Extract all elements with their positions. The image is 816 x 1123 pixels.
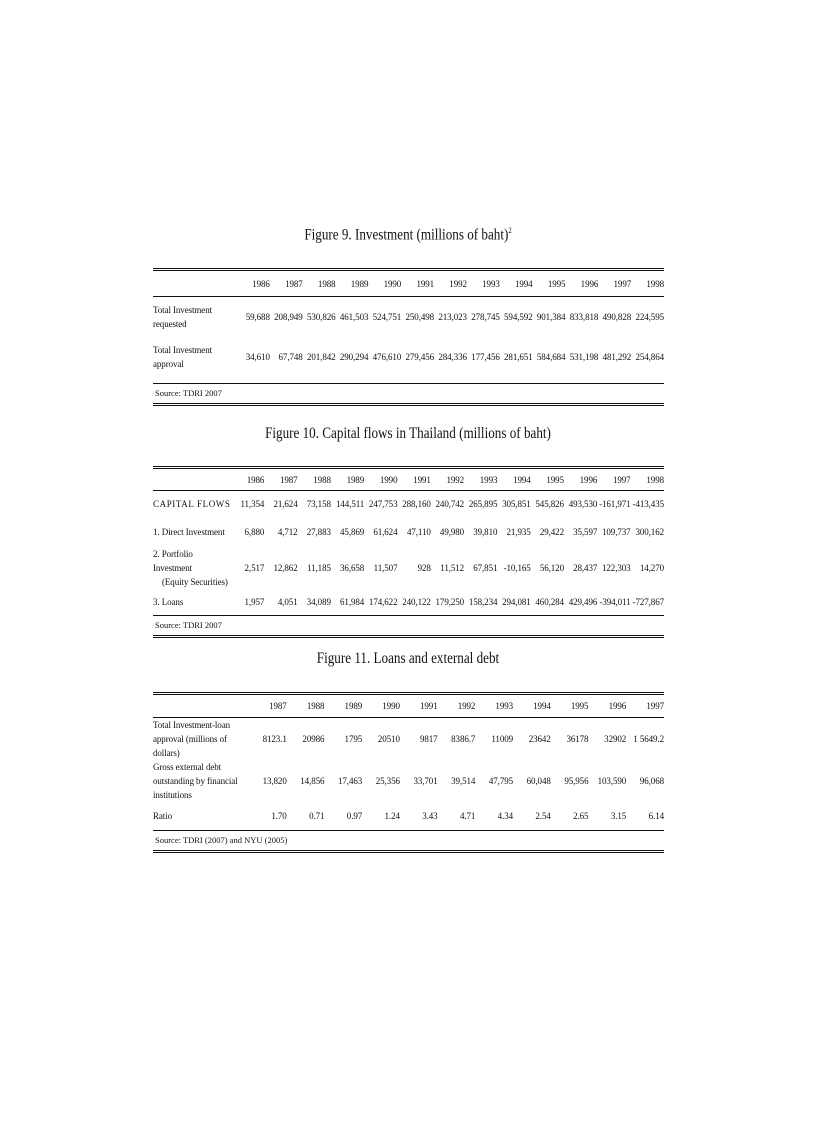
fig10-title-text: Figure 10. Capital flows in Thailand (millions of baht) — [265, 425, 551, 442]
cell: 594,592 — [504, 312, 533, 322]
year-header: 1998 — [646, 278, 664, 289]
cell: 284,336 — [438, 352, 467, 362]
cell: 11,354 — [240, 499, 265, 509]
fig10-header — [153, 469, 664, 490]
cell: 23642 — [528, 734, 551, 744]
cell: 461,503 — [339, 312, 369, 322]
fig11-body — [153, 718, 664, 830]
cell: 11,185 — [307, 563, 331, 573]
year-header: 1986 — [246, 474, 265, 485]
cell: 36,658 — [340, 563, 365, 573]
cell: 201,842 — [306, 352, 336, 362]
table-row — [153, 547, 664, 589]
year-header: 1991 — [416, 278, 435, 289]
cell: -161,971 — [599, 499, 631, 509]
cell: 6,880 — [244, 527, 265, 537]
cell: 4,051 — [277, 597, 298, 607]
cell: 179,250 — [435, 597, 465, 607]
row-label: Ratio — [153, 811, 172, 821]
table-row — [153, 517, 664, 547]
year-header: 1992 — [446, 474, 465, 485]
year-header: 1990 — [382, 701, 400, 711]
cell: 2.65 — [573, 811, 589, 821]
cell: 21,624 — [273, 499, 298, 509]
cell: 4,712 — [277, 527, 298, 537]
fig10-body — [153, 491, 664, 615]
fig9-body — [153, 297, 664, 377]
cell: 144,511 — [335, 499, 365, 509]
year-header: 1994 — [533, 701, 551, 711]
year-header: 1996 — [579, 474, 598, 485]
cell: 95,956 — [564, 776, 589, 786]
cell: 279,456 — [405, 352, 435, 362]
year-header: 1995 — [570, 701, 589, 711]
fig9-title — [73, 226, 742, 244]
cell: -394,011 — [599, 597, 631, 607]
table-row — [153, 297, 664, 337]
fig11-source: Source: TDRI (2007) and NYU (2005) — [155, 835, 288, 845]
fig11-title-text: Figure 11. Loans and external debt — [316, 650, 500, 667]
cell: 300,162 — [635, 527, 664, 537]
cell: 20510 — [377, 734, 400, 744]
cell: 103,590 — [597, 776, 627, 786]
year-header: 1990 — [379, 474, 398, 485]
cell: 20986 — [302, 734, 325, 744]
cell: 281,651 — [504, 352, 533, 362]
cell: 158,234 — [468, 597, 498, 607]
cell: 0.71 — [309, 811, 325, 821]
fig11-header — [153, 695, 664, 717]
cell: 6.14 — [648, 811, 664, 821]
year-header: 1992 — [457, 701, 476, 711]
cell: 45,869 — [340, 527, 365, 537]
table-row — [153, 491, 664, 517]
cell: 39,810 — [473, 527, 498, 537]
cell: 254,864 — [635, 352, 664, 362]
cell: 25,356 — [375, 776, 400, 786]
cell: 0.97 — [346, 811, 363, 821]
cell: 67,851 — [473, 563, 498, 573]
cell: 109,737 — [602, 527, 631, 537]
year-header: 1991 — [419, 701, 438, 711]
row-label — [153, 547, 231, 589]
year-header: 1995 — [547, 278, 566, 289]
row-label-line2: (Equity Securities) — [162, 577, 228, 587]
year-header: 1993 — [482, 278, 500, 289]
cell: 27,883 — [306, 527, 331, 537]
fig9-header — [153, 271, 664, 296]
cell: 13,820 — [262, 776, 287, 786]
cell: 288,160 — [402, 499, 431, 509]
year-header: 1996 — [608, 701, 627, 711]
cell: 2,517 — [244, 563, 265, 573]
row-label-line1: 2. Portfolio Investment — [153, 549, 193, 573]
year-header: 1987 — [279, 474, 298, 485]
year-header: 1998 — [646, 474, 664, 485]
year-header: 1997 — [613, 278, 632, 289]
cell: 34,610 — [245, 352, 270, 362]
cell: 61,624 — [373, 527, 398, 537]
cell: 224,595 — [635, 312, 664, 322]
cell: 833,818 — [569, 312, 599, 322]
cell: 96,068 — [639, 776, 664, 786]
cell: 12,862 — [273, 563, 298, 573]
cell: 290,294 — [339, 352, 369, 362]
cell: 28,437 — [573, 563, 598, 573]
cell: -727,867 — [632, 597, 664, 607]
cell: 47,795 — [488, 776, 514, 786]
cell: 67,748 — [278, 352, 303, 362]
cell: 56,120 — [539, 563, 564, 573]
cell: 240,742 — [435, 499, 465, 509]
year-header: 1991 — [413, 474, 431, 485]
cell: 2.54 — [535, 811, 551, 821]
year-header: 1993 — [479, 474, 498, 485]
year-header: 1997 — [646, 701, 664, 711]
year-header: 1989 — [344, 701, 363, 711]
fig10-title — [73, 425, 742, 443]
cell: 39,514 — [451, 776, 476, 786]
table-row — [153, 589, 664, 615]
cell: 73,158 — [306, 499, 331, 509]
cell: 29,422 — [539, 527, 564, 537]
cell: 177,456 — [471, 352, 500, 362]
cell: 61,984 — [340, 597, 365, 607]
year-header: 1996 — [580, 278, 599, 289]
cell: 294,081 — [502, 597, 531, 607]
cell: 59,688 — [245, 312, 270, 322]
cell: 1 5649.2 — [633, 734, 664, 744]
cell: 14,270 — [639, 563, 664, 573]
fig10-source: Source: TDRI 2007 — [155, 620, 222, 630]
table-row — [153, 760, 664, 802]
cell: 14,856 — [300, 776, 325, 786]
cell: 493,530 — [568, 499, 598, 509]
year-header: 1993 — [495, 701, 514, 711]
cell: 278,745 — [471, 312, 500, 322]
cell: 213,023 — [438, 312, 467, 322]
cell: 47,110 — [406, 527, 431, 537]
table-row — [153, 337, 664, 377]
cell: 3.43 — [422, 811, 438, 821]
cell: -10,165 — [503, 563, 531, 573]
cell: 545,826 — [535, 499, 564, 509]
cell: 9817 — [419, 734, 438, 744]
cell: 265,895 — [468, 499, 498, 509]
cell: 208,949 — [274, 312, 303, 322]
cell: 247,753 — [368, 499, 398, 509]
cell: 8123.1 — [262, 734, 287, 744]
cell: 524,751 — [372, 312, 402, 322]
cell: 1,957 — [244, 597, 265, 607]
cell: 531,198 — [569, 352, 599, 362]
cell: 4.71 — [459, 811, 476, 821]
cell: 11,507 — [373, 563, 398, 573]
cell: 122,303 — [602, 563, 631, 573]
year-header: 1994 — [514, 278, 533, 289]
year-header: 1989 — [350, 278, 369, 289]
cell: 240,122 — [402, 597, 431, 607]
cell: 36178 — [566, 734, 589, 744]
cell: 11009 — [491, 734, 514, 744]
fig11-title — [73, 650, 742, 668]
cell: 174,622 — [368, 597, 398, 607]
cell: 34,089 — [306, 597, 331, 607]
cell: 33,701 — [413, 776, 438, 786]
year-header: 1987 — [285, 278, 303, 289]
fig9-title-text: Figure 9. Investment (millions of baht) — [304, 226, 509, 244]
cell: 584,684 — [536, 352, 566, 362]
cell: 305,851 — [502, 499, 531, 509]
year-header: 1987 — [269, 701, 287, 711]
row-label: 3. Loans — [153, 597, 184, 607]
cell: 1.24 — [384, 811, 400, 821]
fig9-source: Source: TDRI 2007 — [155, 388, 222, 398]
year-header: 1992 — [449, 278, 467, 289]
cell: 1795 — [344, 734, 363, 744]
cell: 17,463 — [338, 776, 363, 786]
row-label: Total Investment requested — [153, 305, 213, 329]
table-row — [153, 802, 664, 830]
fig11-table — [153, 692, 664, 853]
cell: 250,498 — [405, 312, 435, 322]
row-label: Total Investment approval — [153, 345, 213, 369]
year-header: 1997 — [612, 474, 631, 485]
row-label: CAPITAL FLOWS — [153, 499, 231, 509]
year-header: 1988 — [317, 278, 336, 289]
cell: 21,935 — [506, 527, 531, 537]
row-label: Gross external debt outstanding by financial institutions — [153, 762, 238, 800]
cell: 3.15 — [610, 811, 627, 821]
year-header: 1989 — [346, 474, 365, 485]
table-row — [153, 718, 664, 760]
year-header: 1990 — [383, 278, 402, 289]
row-label: Total Investment-loan approval (millions of dollars) — [153, 720, 230, 758]
year-header: 1988 — [313, 474, 331, 485]
cell: 11,512 — [440, 563, 465, 573]
cell: 60,048 — [526, 776, 551, 786]
row-label: 1. Direct Investment — [153, 527, 225, 537]
year-header: 1995 — [546, 474, 564, 485]
year-header: 1988 — [306, 701, 325, 711]
cell: 8386.7 — [451, 734, 476, 744]
year-header: 1986 — [252, 278, 270, 289]
cell: -413,435 — [632, 499, 664, 509]
cell: 4.34 — [497, 811, 514, 821]
fig10-table — [153, 466, 664, 638]
cell: 476,610 — [372, 352, 402, 362]
cell: 901,384 — [536, 312, 566, 322]
cell: 481,292 — [602, 352, 632, 362]
cell: 1.70 — [271, 811, 287, 821]
cell: 32902 — [604, 734, 627, 744]
fig9-footnote-mark: 2 — [508, 226, 512, 235]
cell: 460,284 — [535, 597, 564, 607]
cell: 928 — [417, 563, 431, 573]
cell: 429,496 — [568, 597, 598, 607]
cell: 49,980 — [439, 527, 465, 537]
cell: 490,828 — [602, 312, 632, 322]
year-header: 1994 — [513, 474, 531, 485]
fig9-table — [153, 268, 664, 406]
cell: 35,597 — [573, 527, 598, 537]
cell: 530,826 — [306, 312, 336, 322]
